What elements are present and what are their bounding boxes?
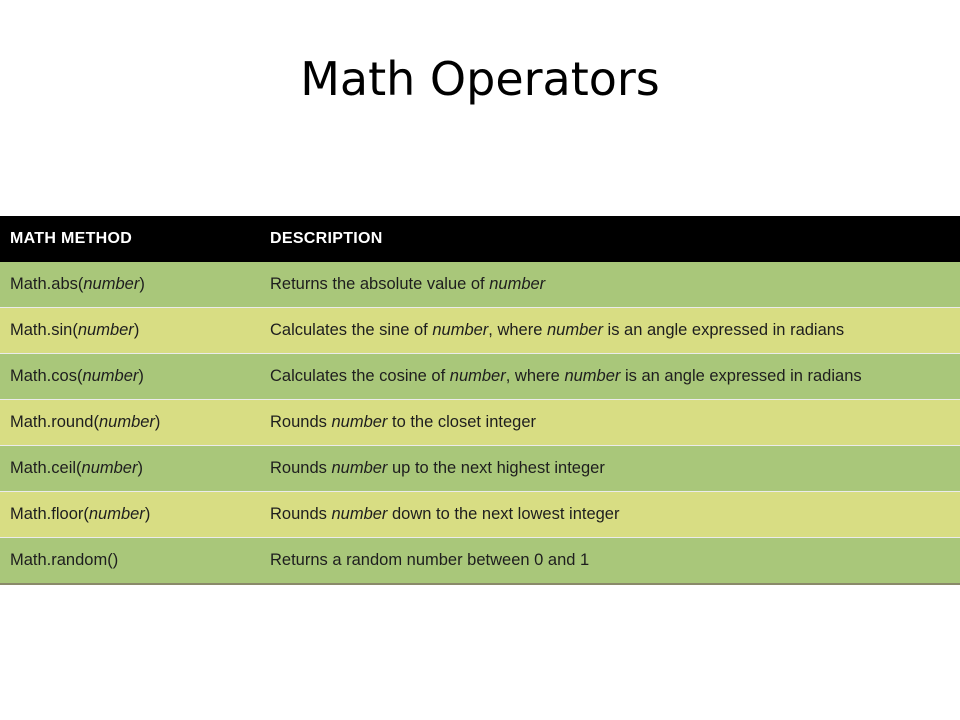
description-param: number xyxy=(331,505,388,523)
table-row xyxy=(0,354,960,400)
description-cell xyxy=(260,492,960,538)
method-name: Math.cos( xyxy=(10,367,83,385)
method-cell xyxy=(0,308,260,354)
method-name: Math.sin( xyxy=(10,321,78,339)
description-cell xyxy=(260,354,960,400)
method-cell xyxy=(0,492,260,538)
method-name: Math.random() xyxy=(10,551,119,569)
method-cell xyxy=(0,446,260,492)
method-param: number xyxy=(83,275,140,293)
method-param: number xyxy=(81,459,138,477)
method-param: number xyxy=(77,321,134,339)
description-text: Rounds xyxy=(270,459,332,477)
description-param: number xyxy=(489,275,546,293)
description-text: to the closet integer xyxy=(387,413,537,431)
method-name: Math.floor( xyxy=(10,505,89,523)
method-param: number xyxy=(88,505,145,523)
method-param: number xyxy=(98,413,155,431)
method-name: Math.abs( xyxy=(10,275,84,293)
description-text: Rounds xyxy=(270,413,332,431)
table-header-row xyxy=(0,216,960,262)
description-param: number xyxy=(449,367,506,385)
description-param: number xyxy=(432,321,489,339)
method-close-paren: ) xyxy=(137,459,143,477)
description-text: Rounds xyxy=(270,505,332,523)
description-cell xyxy=(260,446,960,492)
method-close-paren: ) xyxy=(154,413,161,431)
table-row xyxy=(0,262,960,308)
description-text: up to the next highest integer xyxy=(387,459,605,477)
description-cell xyxy=(260,308,960,354)
method-close-paren: ) xyxy=(133,321,140,339)
method-close-paren: ) xyxy=(139,275,145,293)
description-text: down to the next lowest integer xyxy=(387,505,620,523)
table-row xyxy=(0,446,960,492)
description-cell xyxy=(260,262,960,308)
table-body xyxy=(0,262,960,584)
table-row xyxy=(0,492,960,538)
description-text: , where xyxy=(505,367,565,385)
description-param: number xyxy=(331,459,388,477)
column-header-method: MATH METHOD xyxy=(0,216,260,262)
description-text: Calculates the cosine of xyxy=(270,367,450,385)
method-param: number xyxy=(82,367,139,385)
method-name: Math.round( xyxy=(10,413,99,431)
column-header-description: DESCRIPTION xyxy=(260,216,960,262)
description-text: , where xyxy=(488,321,547,339)
slide-title: Math Operators xyxy=(300,52,660,106)
method-cell xyxy=(0,538,260,585)
description-param: number xyxy=(331,413,388,431)
method-close-paren: ) xyxy=(144,505,151,523)
method-cell xyxy=(0,262,260,308)
method-cell xyxy=(0,400,260,446)
description-text: Calculates the sine of xyxy=(270,321,433,339)
method-close-paren: ) xyxy=(138,367,144,385)
description-cell xyxy=(260,538,960,585)
table-row xyxy=(0,400,960,446)
description-text: is an angle expressed in radians xyxy=(602,321,845,339)
math-methods-table-container xyxy=(0,216,960,588)
description-text: Returns a random number between 0 and 1 xyxy=(270,551,590,569)
table-row xyxy=(0,538,960,585)
description-param: number xyxy=(564,367,621,385)
description-param: number xyxy=(547,321,603,339)
method-name: Math.ceil( xyxy=(10,459,82,477)
description-text: Returns the absolute value of xyxy=(270,275,490,293)
description-text: is an angle expressed in radians xyxy=(620,367,862,385)
method-cell xyxy=(0,354,260,400)
table-row xyxy=(0,308,960,354)
description-cell xyxy=(260,400,960,446)
math-methods-table xyxy=(0,216,960,585)
